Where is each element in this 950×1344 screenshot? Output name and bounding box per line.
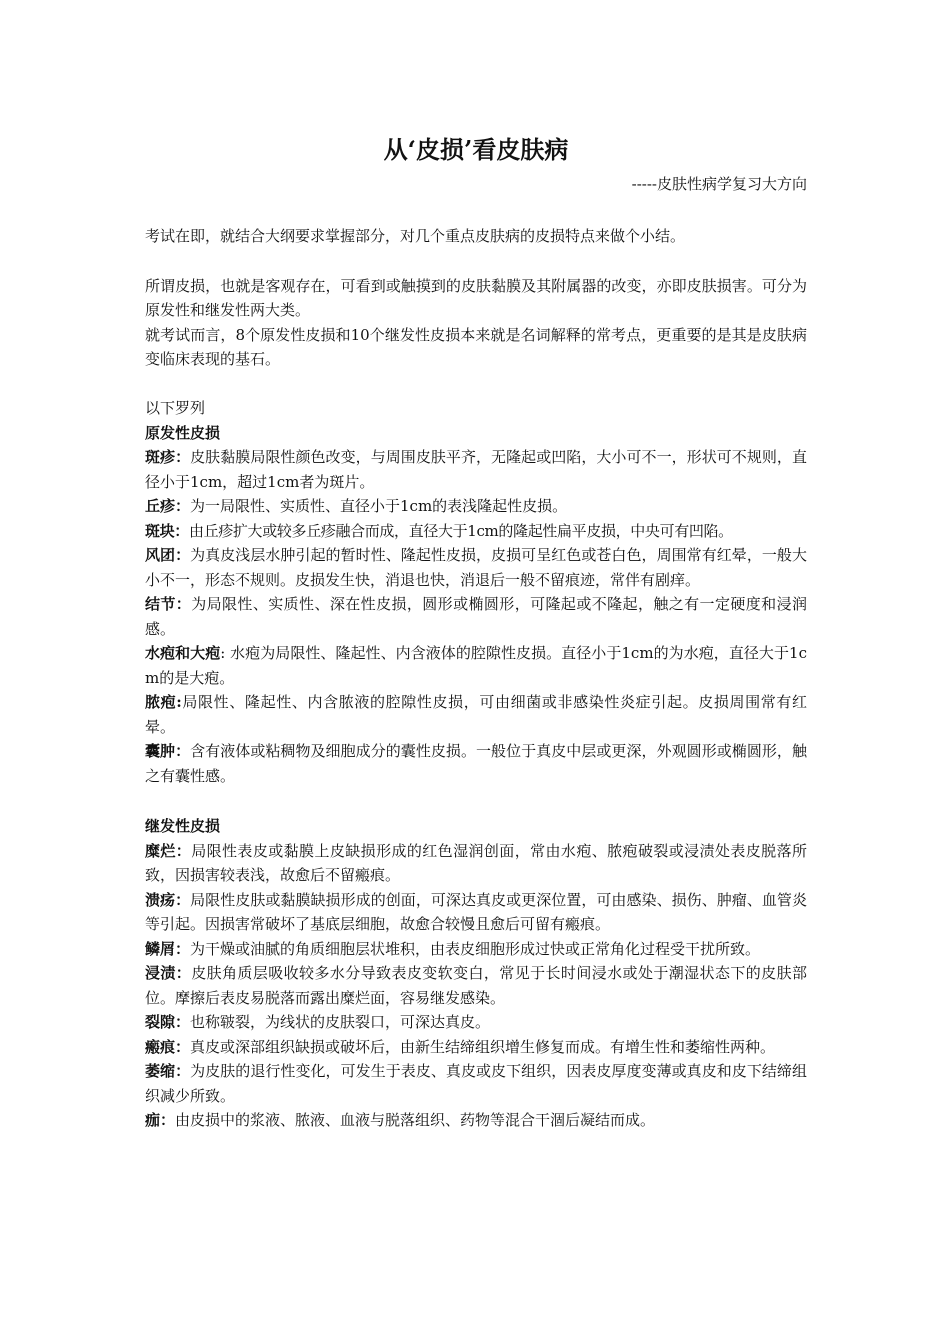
- primary-item-vesicle-bulla: [145, 641, 807, 690]
- secondary-item-scar: [145, 1035, 807, 1060]
- primary-item-wheal: [145, 543, 807, 592]
- document-page: [145, 132, 807, 1133]
- term-label: 囊肿：: [145, 742, 191, 760]
- term-definition: 局限性皮肤或黏膜缺损形成的创面，可深达真皮或更深位置，可由感染、损伤、肿瘤、血管炎等引起。因损害常破坏了基底层细胞，故愈合较慢且愈后可留有瘢痕。: [145, 890, 807, 933]
- term-definition: 皮肤角质层吸收较多水分导致表皮变软变白，常见于长时间浸水或处于潮湿状态下的皮肤部位。摩擦后表皮易脱落而露出糜烂面，容易继发感染。: [145, 964, 807, 1007]
- secondary-item-crust: [145, 1108, 807, 1133]
- document-title: 从‘皮损’看皮肤病: [383, 135, 569, 164]
- definition-paragraph-2: 就考试而言，8个原发性皮损和10个继发性皮损本来就是名词解释的常考点，更重要的是其是皮肤病变临床表现的基石。: [145, 325, 807, 368]
- document-subtitle: -----皮肤性病学复习大方向: [631, 175, 807, 193]
- primary-item-papule: [145, 494, 807, 519]
- term-label: 脓疱:: [145, 693, 182, 711]
- term-label: 斑块：: [145, 521, 189, 540]
- term-definition: 为一局限性、实质性、直径小于1cm的表浅隆起性皮损。: [190, 497, 568, 515]
- secondary-item-scale: [145, 937, 807, 962]
- term-definition: 真皮或深部组织缺损或破坏后，由新生结缔组织增生修复而成。有增生性和萎缩性两种。: [190, 1037, 776, 1056]
- secondary-item-atrophy: [145, 1059, 807, 1108]
- primary-item-pustule: [145, 690, 807, 739]
- term-definition: 为局限性、实质性、深在性皮损，圆形或椭圆形，可隆起或不隆起，触之有一定硬度和浸润感。: [145, 595, 807, 638]
- list-intro: 以下罗列: [145, 399, 206, 417]
- secondary-item-ulcer: [145, 888, 807, 937]
- term-label: 结节：: [145, 595, 192, 613]
- term-definition: 含有液体或粘稠物及细胞成分的囊性皮损。一般位于真皮中层或更深，外观圆形或椭圆形，触之有囊性感。: [145, 742, 807, 785]
- primary-item-macule: [145, 445, 807, 494]
- secondary-item-maceration: [145, 961, 807, 1010]
- term-definition: 为干燥或油腻的角质细胞层状堆积，由表皮细胞形成过快或正常角化过程受干扰所致。: [190, 939, 761, 958]
- primary-item-plaque: [145, 519, 807, 544]
- intro-paragraph: 考试在即，就结合大纲要求掌握部分，对几个重点皮肤病的皮损特点来做个小结。: [145, 227, 686, 245]
- spacer: [145, 372, 807, 397]
- term-label: 溃疡：: [145, 890, 191, 909]
- term-label: 浸渍：: [145, 964, 192, 982]
- term-label: 斑疹：: [145, 448, 191, 466]
- term-definition: 局限性、隆起性、内含脓液的腔隙性皮损，可由细菌或非感染性炎症引起。皮损周围常有红晕。: [145, 693, 807, 736]
- term-label: 鳞屑：: [145, 939, 191, 958]
- secondary-item-fissure: [145, 1010, 807, 1035]
- secondary-lesions-heading: 继发性皮损: [145, 817, 221, 835]
- term-definition: 由皮损中的浆液、脓液、血液与脱落组织、药物等混合干涸后凝结而成。: [175, 1111, 656, 1129]
- term-definition: : 水疱为局限性、隆起性、内含液体的腔隙性皮损。直径小于1cm的为水疱，直径大于1cm的是大疱。: [145, 644, 807, 687]
- term-label: 风团：: [145, 546, 191, 564]
- term-definition: 局限性表皮或黏膜上皮缺损形成的红色湿润创面，常由水疱、脓疱破裂或浸渍处表皮脱落所致，因损害较表浅，故愈后不留瘢痕。: [145, 841, 807, 884]
- secondary-item-erosion: [145, 839, 807, 888]
- term-label: 痂：: [145, 1111, 176, 1129]
- primary-item-nodule: [145, 592, 807, 641]
- term-label: 萎缩：: [145, 1062, 191, 1080]
- primary-lesions-heading: 原发性皮损: [145, 423, 221, 442]
- term-definition: 皮肤黏膜局限性颜色改变，与周围皮肤平齐，无隆起或凹陷，大小可不一，形状可不规则，直径小于1cm，超过1cm者为斑片。: [145, 448, 807, 491]
- spacer: [145, 196, 807, 224]
- term-definition: 为皮肤的退行性变化，可发生于表皮、真皮或皮下组织，因表皮厚度变薄或真皮和皮下结缔组织减少所致。: [145, 1062, 807, 1105]
- spacer: [145, 788, 807, 814]
- primary-item-cyst: [145, 739, 807, 788]
- term-label: 瘢痕：: [145, 1037, 191, 1056]
- term-label: 水疱和大疱: [145, 644, 221, 662]
- term-label: 丘疹：: [145, 497, 191, 515]
- term-definition: 为真皮浅层水肿引起的暂时性、隆起性皮损，皮损可呈红色或苍白色，周围常有红晕，一般大小不一，形态不规则。皮损发生快，消退也快，消退后一般不留痕迹，常伴有剧痒。: [145, 546, 807, 589]
- term-definition: 也称皲裂，为线状的皮肤裂口，可深达真皮。: [190, 1013, 491, 1031]
- term-definition: 由丘疹扩大或较多丘疹融合而成，直径大于1cm的隆起性扁平皮损，中央可有凹陷。: [188, 521, 733, 540]
- spacer: [145, 249, 807, 274]
- term-label: 裂隙：: [145, 1013, 191, 1031]
- term-label: 糜烂：: [145, 841, 192, 860]
- definition-paragraph-1: 所谓皮损，也就是客观存在，可看到或触摸到的皮肤黏膜及其附属器的改变，亦即皮肤损害。可分为原发性和继发性两大类。: [145, 276, 807, 319]
